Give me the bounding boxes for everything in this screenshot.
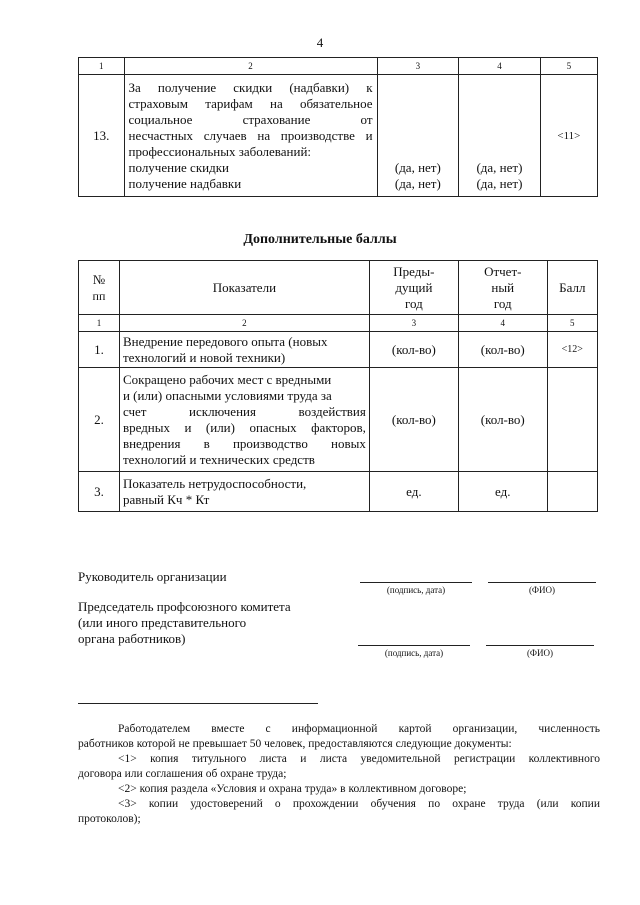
option-surcharge: (да, нет) bbox=[394, 176, 441, 191]
col4-cell bbox=[459, 75, 541, 197]
score-value bbox=[547, 368, 597, 472]
footnote-separator bbox=[78, 703, 318, 704]
text-line: равный Кч * Кт bbox=[122, 491, 210, 507]
row-text bbox=[119, 332, 369, 368]
footnote-item-cont: договора или соглашения об охране труда; bbox=[78, 768, 287, 780]
page-number: 4 bbox=[316, 35, 324, 50]
text-line: За получение скидки (надбавки) к bbox=[128, 79, 373, 95]
report-value: (кол-во) bbox=[458, 368, 547, 472]
header-cell: 1 bbox=[79, 58, 125, 75]
footnote-item: <3> копии удостоверений о прохождении обучения по охране труда (или копии bbox=[118, 798, 600, 810]
text-line: получение скидки bbox=[128, 159, 229, 175]
text-line: профессиональных заболеваний: bbox=[128, 143, 312, 159]
row-text bbox=[119, 368, 369, 472]
footnote-ref: <11> bbox=[540, 75, 597, 197]
prev-value: ед. bbox=[369, 472, 458, 512]
footnote-intro-cont: работников которой не превышает 50 человек, предоставляются следующие документы: bbox=[78, 738, 512, 750]
fio-caption: (ФИО) bbox=[526, 648, 554, 658]
fio-caption: (ФИО) bbox=[528, 585, 556, 595]
header-score: Балл bbox=[547, 261, 597, 315]
header-line: ный bbox=[491, 279, 515, 295]
header-cell: 4 bbox=[459, 58, 541, 75]
label-line: органа работников) bbox=[78, 631, 186, 646]
prev-value: (кол-во) bbox=[369, 332, 458, 368]
report-value: ед. bbox=[458, 472, 547, 512]
text-line: Внедрение передового опыта (новых bbox=[122, 333, 328, 349]
signature-line bbox=[360, 582, 472, 583]
header-indicators: Показатели bbox=[119, 261, 369, 315]
row-number: 1. bbox=[79, 332, 120, 368]
sign-caption: (подпись, дата) bbox=[386, 585, 446, 595]
index-cell: 3 bbox=[369, 315, 458, 332]
table-header-row bbox=[79, 58, 598, 75]
option-discount: (да, нет) bbox=[476, 160, 523, 175]
option-surcharge: (да, нет) bbox=[476, 176, 523, 191]
header-line: дущий bbox=[395, 279, 433, 295]
index-row bbox=[79, 315, 598, 332]
text-line: несчастных случаев на производстве и bbox=[128, 127, 373, 143]
header-num bbox=[79, 261, 120, 315]
header-cell: 5 bbox=[540, 58, 597, 75]
table-additional-points bbox=[78, 260, 598, 512]
sign-caption: (подпись, дата) bbox=[384, 648, 444, 658]
table-row bbox=[79, 368, 598, 472]
score-value bbox=[547, 472, 597, 512]
table-header-row bbox=[79, 261, 598, 315]
fio-line bbox=[488, 582, 596, 583]
label-line: Председатель профсоюзного комитета bbox=[78, 599, 291, 614]
header-cell: 3 bbox=[377, 58, 459, 75]
row-number: 2. bbox=[79, 368, 120, 472]
row-number: 3. bbox=[79, 472, 120, 512]
label-line: (или иного представительного bbox=[78, 615, 247, 630]
header-line: Преды- bbox=[393, 263, 435, 279]
text-line: внедрения в производство новых bbox=[122, 435, 366, 451]
text-line: технологий и новой техники) bbox=[122, 349, 286, 365]
text-line: получение надбавки bbox=[128, 175, 242, 191]
row-text bbox=[124, 75, 377, 197]
header-prev-year bbox=[369, 261, 458, 315]
text-line: Сокращено рабочих мест с вредными bbox=[122, 371, 332, 387]
table-rates bbox=[78, 57, 598, 197]
report-value: (кол-во) bbox=[458, 332, 547, 368]
index-cell: 2 bbox=[119, 315, 369, 332]
header-line: № bbox=[92, 271, 106, 287]
header-line: год bbox=[493, 295, 512, 311]
col3-cell bbox=[377, 75, 459, 197]
header-cell: 2 bbox=[124, 58, 377, 75]
footnote-item-cont: протоколов); bbox=[78, 813, 141, 825]
index-cell: 4 bbox=[458, 315, 547, 332]
prev-value: (кол-во) bbox=[369, 368, 458, 472]
footnote-ref: <12> bbox=[547, 332, 597, 368]
header-line: год bbox=[405, 295, 423, 311]
table-row bbox=[79, 75, 598, 197]
union-label bbox=[78, 599, 291, 647]
footnote-item: <2> копия раздела «Условия и охрана труда» в коллективном договоре; bbox=[118, 783, 467, 795]
text-line: счет исключения воздействия bbox=[122, 403, 366, 419]
text-line: страховым тарифам на обязательное bbox=[128, 95, 373, 111]
text-line: Показатель нетрудоспособности, bbox=[122, 475, 307, 491]
index-cell: 5 bbox=[547, 315, 597, 332]
section-title: Дополнительные баллы bbox=[243, 232, 397, 247]
option-discount: (да, нет) bbox=[394, 160, 441, 175]
header-line: пп bbox=[92, 288, 106, 303]
fio-line bbox=[486, 645, 594, 646]
text-line: социальное страхование от bbox=[128, 111, 373, 127]
signature-line bbox=[358, 645, 470, 646]
index-cell: 1 bbox=[79, 315, 120, 332]
text-line: и (или) опасными условиями труда за bbox=[122, 387, 332, 403]
header-line: Отчет- bbox=[484, 263, 522, 279]
text-line: технологий и технических средств bbox=[122, 451, 315, 467]
header-report-year bbox=[458, 261, 547, 315]
text-line: вредных и (или) опасных факторов, bbox=[122, 419, 366, 435]
footnote-item: <1> копия титульного листа и листа уведомительной регистрации коллективного bbox=[118, 753, 600, 765]
footnotes bbox=[78, 722, 600, 827]
row-number: 13. bbox=[79, 75, 125, 197]
head-label: Руководитель организации bbox=[78, 569, 227, 584]
row-text bbox=[119, 472, 369, 512]
table-row bbox=[79, 472, 598, 512]
table-row bbox=[79, 332, 598, 368]
footnote-intro: Работодателем вместе с информационной картой организации, численность bbox=[118, 723, 600, 735]
